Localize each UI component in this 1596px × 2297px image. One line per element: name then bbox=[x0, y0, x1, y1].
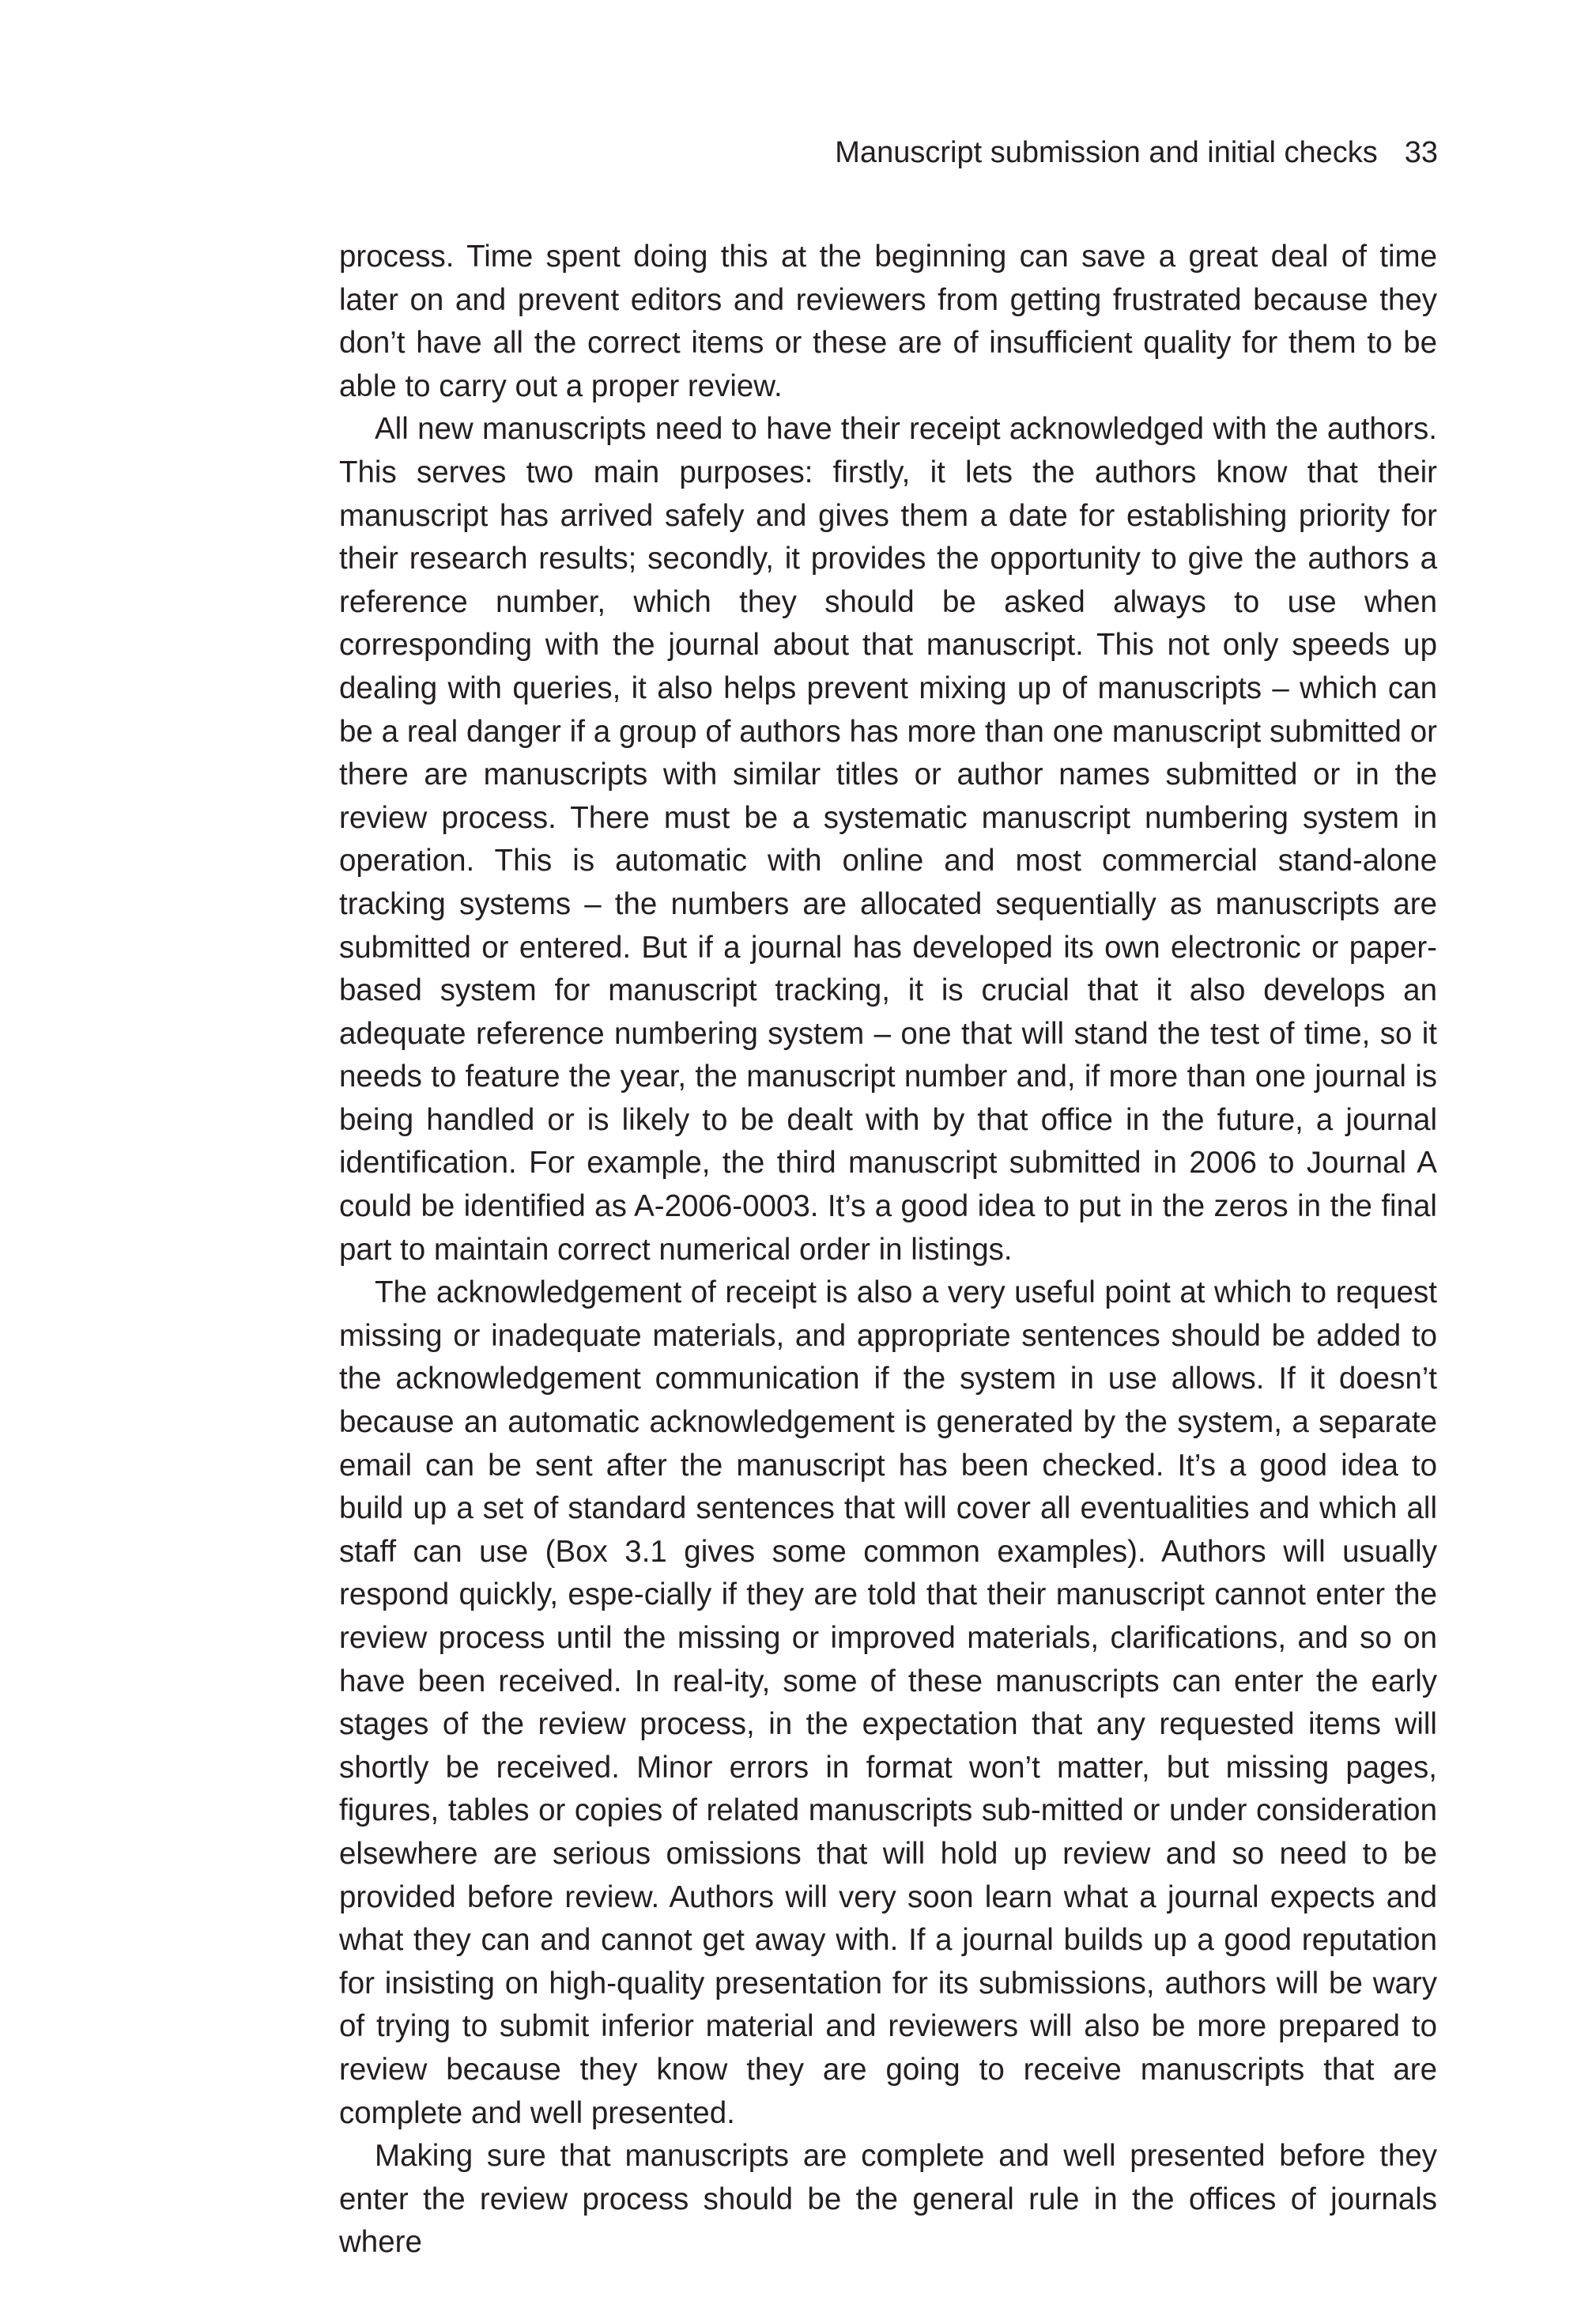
running-header-title: Manuscript submission and initial checks bbox=[835, 136, 1378, 169]
page-number: 33 bbox=[1404, 136, 1438, 169]
body-text bbox=[339, 236, 1437, 2265]
paragraph-continuation: process. Time spent doing this at the beginning can save a great deal of time later on and prevent editors and reviewers from getting frustrated because they don’t have all the correct items or these are of insufficient quality for them to be able to carry out a proper review. bbox=[339, 240, 1437, 403]
running-header bbox=[835, 131, 1438, 174]
paragraph: Making sure that manuscripts are complete and well presented before they enter the review process should be the general rule in the offices of journals where bbox=[339, 2139, 1437, 2260]
paragraph: The acknowledgement of receipt is also a very useful point at which to request missing or inadequate materials, and appropriate sentences should be added to the acknowledgement communication if the system in use allows. If it doesn’t because an automatic acknowledgement is generated by the system, a separate email can be sent after the manuscript has been checked. It’s a good idea to build up a set of standard sentences that will cover all eventualities and which all staff can use (Box 3.1 gives some common examples). Authors will usually respond quickly, espe-cially if they are told that their manuscript cannot enter the review process until the missing or improved materials, clarifications, and so on have been received. In real-ity, some of these manuscripts can enter the early stages of the review process, in the expectation that any requested items will shortly be received. Minor errors in format won’t matter, but missing pages, figures, tables or copies of related manuscripts sub-mitted or under consideration elsewhere are serious omissions that will hold up review and so need to be provided before review. Authors will very soon learn what a journal expects and what they can and cannot get away with. If a journal builds up a good reputation for insisting on high-quality presentation for its submissions, authors will be wary of trying to submit inferior material and reviewers will also be more prepared to review because they know they are going to receive manuscripts that are complete and well presented. bbox=[339, 1275, 1437, 2130]
paragraph: All new manuscripts need to have their receipt acknowledged with the authors. This serves two main purposes: firstly, it lets the authors know that their manuscript has arrived safely and gives them a date for establishing priority for their research results; secondly, it provides the opportunity to give the authors a reference number, which they should be asked always to use when corresponding with the journal about that manuscript. This not only speeds up dealing with queries, it also helps prevent mixing up of manuscripts – which can be a real danger if a group of authors has more than one manuscript submitted or there are manuscripts with similar titles or author names submitted or in the review process. There must be a systematic manuscript numbering system in operation. This is automatic with online and most commercial stand-alone tracking systems – the numbers are allocated sequentially as manuscripts are submitted or entered. But if a journal has developed its own electronic or paper-based system for manuscript tracking, it is crucial that it also develops an adequate reference numbering system – one that will stand the test of time, so it needs to feature the year, the manuscript number and, if more than one journal is being handled or is likely to be dealt with by that office in the future, a journal identification. For example, the third manuscript submitted in 2006 to Journal A could be identified as A-2006-0003. It’s a good idea to put in the zeros in the final part to maintain correct numerical order in listings. bbox=[339, 412, 1437, 1267]
